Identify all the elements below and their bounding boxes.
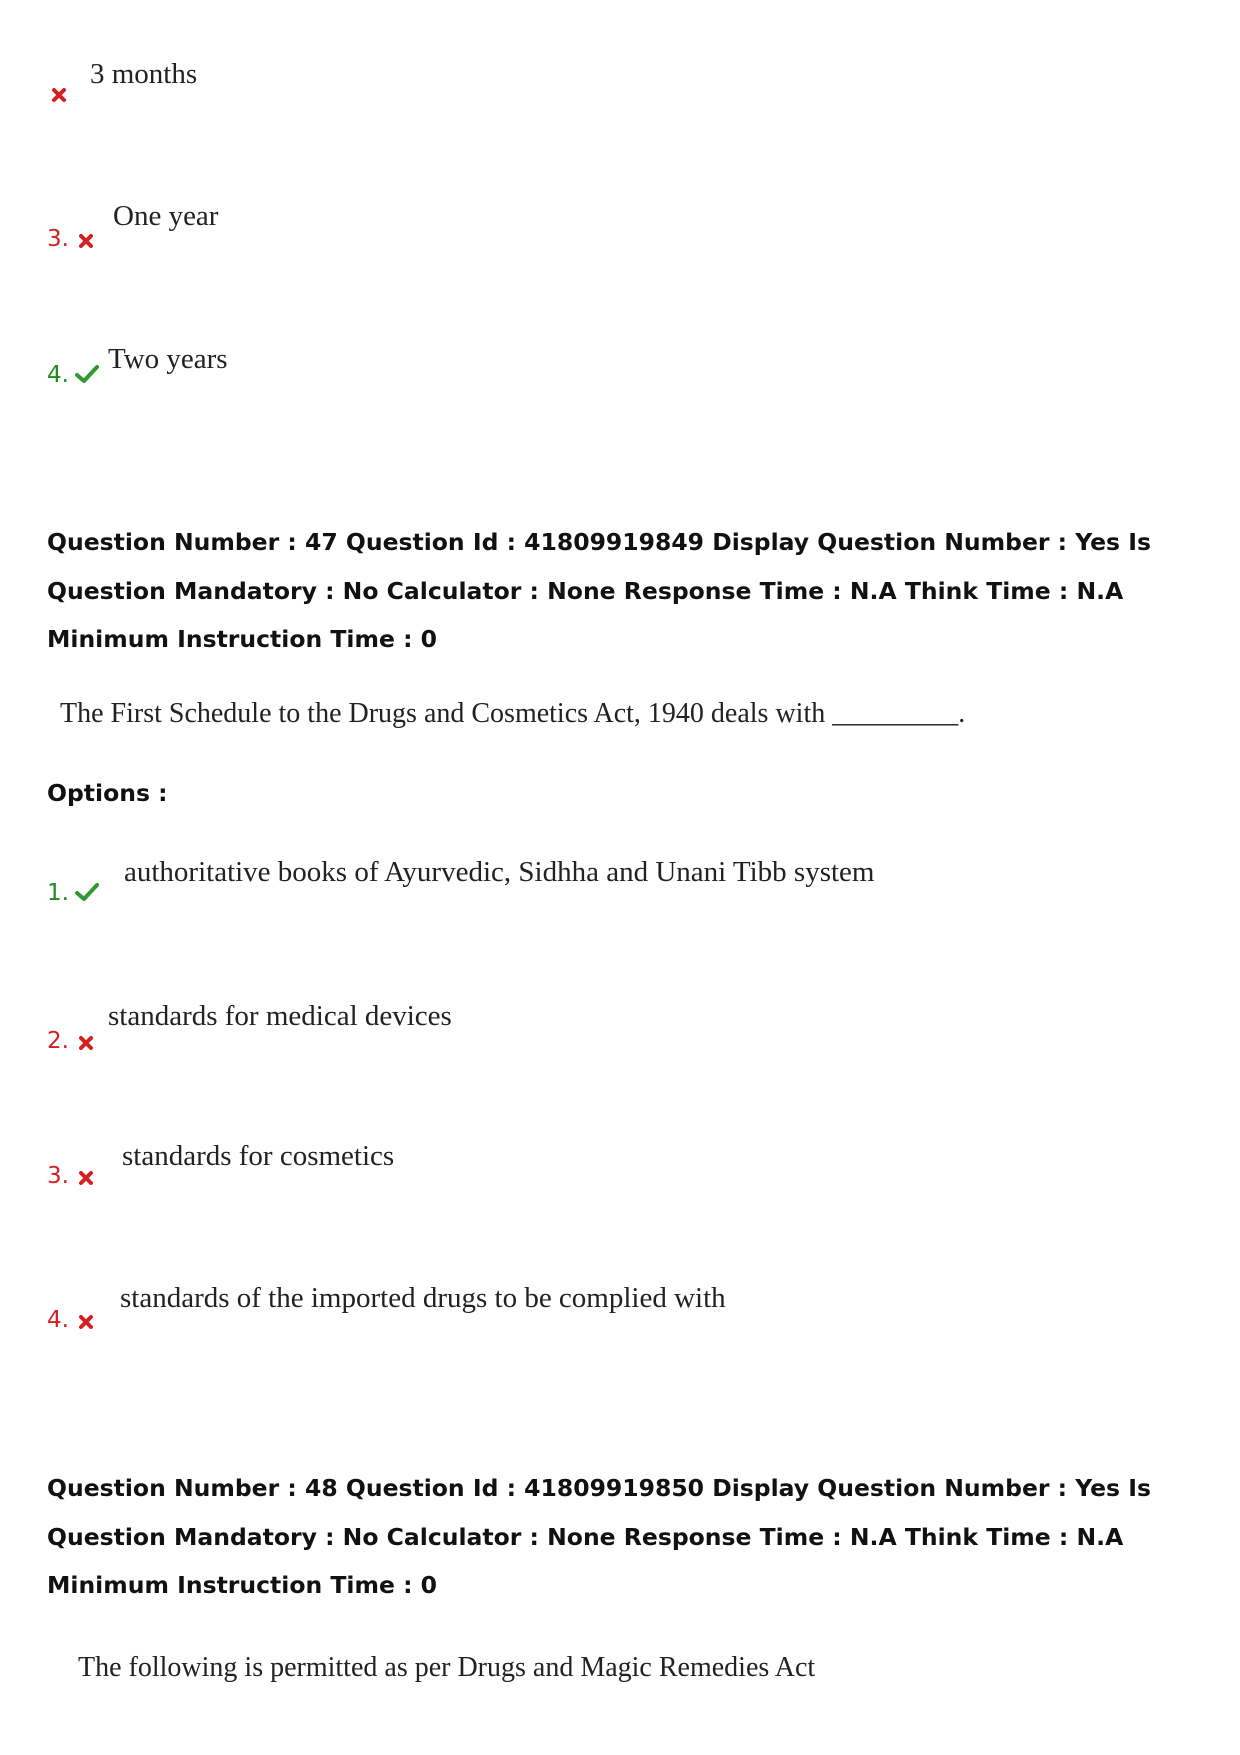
option-number: 3. [47,226,69,252]
option-text: Two years [108,343,228,375]
option-number: 1. [47,880,69,906]
option-text: standards for medical devices [108,1000,452,1032]
option-number: 3. [47,1163,69,1189]
option-text: One year [113,200,219,232]
option-text: standards for cosmetics [122,1140,395,1172]
check-icon [75,882,99,902]
cross-icon [50,86,68,104]
option-text: standards of the imported drugs to be complied with [120,1282,726,1314]
cross-icon [77,1034,95,1052]
option-text: 3 months [90,58,198,90]
cross-icon [77,1313,95,1331]
question-48-text: The following is permitted as per Drugs and Magic Remedies Act [78,1652,816,1683]
question-48-meta: Question Number : 48 Question Id : 41809919850 Display Question Number : Yes Is Question Mandatory : No Calculator : None Response Time : N.A Think Time : N.A Minimum Instruction Time : 0 [47,1474,1151,1599]
option-number: 2. [47,1028,69,1054]
cross-icon [77,1169,95,1187]
question-47-meta: Question Number : 47 Question Id : 41809919849 Display Question Number : Yes Is Question Mandatory : No Calculator : None Response Time : N.A Think Time : N.A Minimum Instruction Time : 0 [47,528,1151,653]
question-47-text: The First Schedule to the Drugs and Cosmetics Act, 1940 deals with _________. [60,698,966,729]
option-text: authoritative books of Ayurvedic, Sidhha and Unani Tibb system [124,856,875,888]
check-icon [75,364,99,384]
option-number: 4. [47,1307,69,1333]
cross-icon [77,232,95,250]
options-label: Options : [47,779,168,807]
option-number: 4. [47,362,69,388]
